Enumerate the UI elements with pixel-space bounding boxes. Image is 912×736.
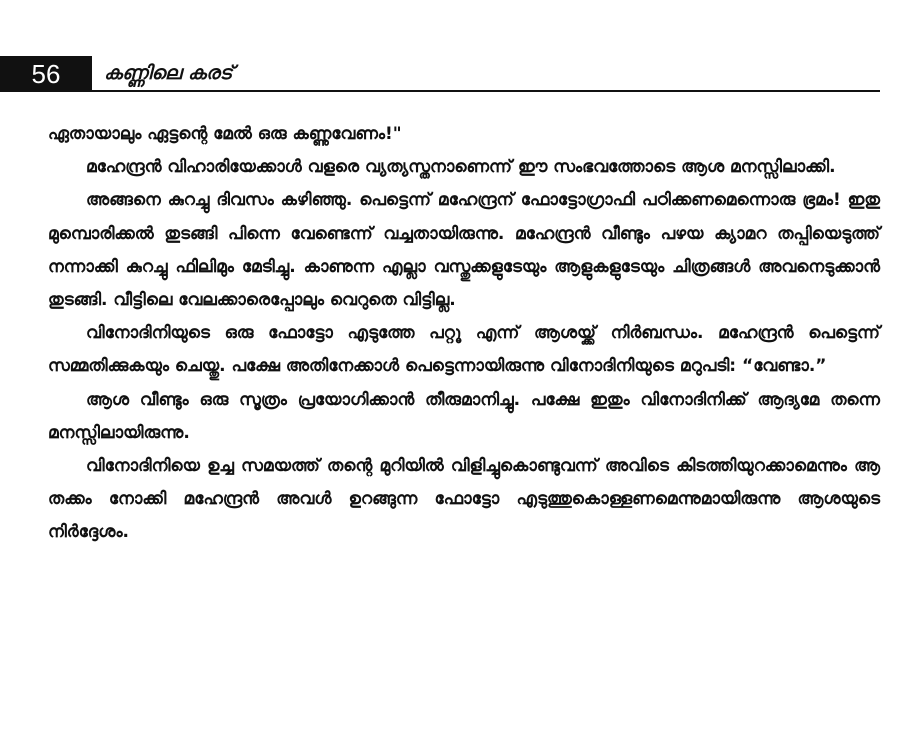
paragraph: മഹേന്ദ്രൻ വിഹാരിയേക്കാൾ വളരെ വ്യത്യസ്തനാണെന്ന് ഈ സംഭവത്തോടെ ആശ മനസ്സിലാക്കി. [86, 157, 836, 178]
paragraph: അങ്ങനെ കുറച്ചു ദിവസം കഴിഞ്ഞു. പെട്ടെന്ന് മഹേന്ദ്രന് ഫോട്ടോഗ്രാഫി പഠിക്കണമെന്നൊരു ഭ്രമം! ഇതു മുമ്പൊരിക്കൽ തുടങ്ങി പിന്നെ വേണ്ടെന്ന് വച്ചതായിരുന്നു. മഹേന്ദ്രൻ വീണ്ടും പഴയ ക്യാമറ തപ്പിയെടുത്ത് നന്നാക്കി കുറച്ചു ഫിലിമും മേടിച്ചു. കാണുന്ന എല്ലാ വസ്തുക്കളുടേയും ആളുകളുടേയും ചിത്രങ്ങൾ അവനെടുക്കാൻ തുടങ്ങി. വീട്ടിലെ വേലക്കാരെപ്പോലും വെറുതെ വിട്ടില്ല. [48, 190, 880, 311]
page-number: 56 [0, 56, 92, 92]
header-rule [92, 90, 880, 92]
running-title: കണ്ണിലെ കരട് [104, 62, 233, 84]
page-header [0, 56, 880, 94]
paragraph: ഏതായാലും ഏട്ടന്റെ മേൽ ഒരു കണ്ണുവേണം!" [48, 124, 402, 144]
paragraph: വിനോദിനിയുടെ ഒരു ഫോട്ടോ എടുത്തേ പറ്റൂ എന്ന് ആശയ്ക്ക് നിർബന്ധം. മഹേന്ദ്രൻ പെട്ടെന്ന് സമ്മതിക്കുകയും ചെയ്തു. പക്ഷേ അതിനേക്കാൾ പെട്ടെന്നായിരുന്നു വിനോദിനിയുടെ മറുപടി: “വേണ്ടാ.” [48, 323, 880, 377]
paragraph: വിനോദിനിയെ ഉച്ച സമയത്ത് തന്റെ മുറിയിൽ വിളിച്ചുകൊണ്ടുവന്ന് അവിടെ കിടത്തിയുറക്കാമെന്നും ആ തക്കം നോക്കി മഹേന്ദ്രൻ അവൾ ഉറങ്ങുന്ന ഫോട്ടോ എടുത്തുകൊള്ളണമെന്നുമായിരുന്നു ആശയുടെ നിർദ്ദേശം. [48, 456, 880, 543]
paragraph: ആശ വീണ്ടും ഒരു സൂത്രം പ്രയോഗിക്കാൻ തീരുമാനിച്ചു. പക്ഷേ ഇതും വിനോദിനിക്ക് ആദ്യമേ തന്നെ മനസ്സിലായിരുന്നു. [48, 389, 880, 443]
body-text [48, 118, 880, 550]
